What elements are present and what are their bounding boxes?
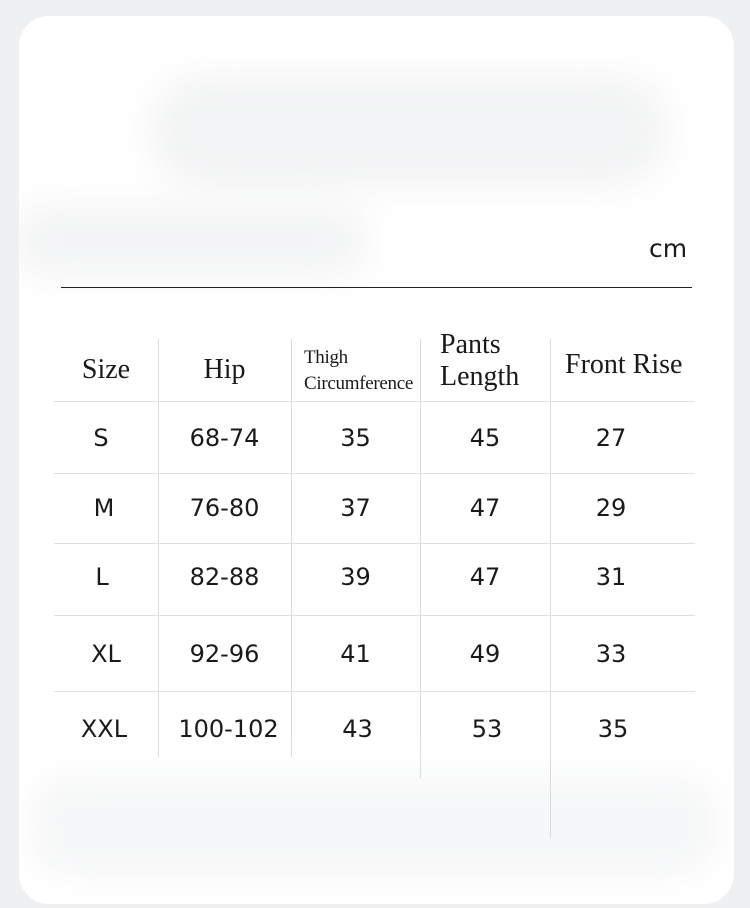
cell-length: 49 [469, 640, 501, 668]
cell-rise: 35 [597, 715, 629, 743]
blurred-background-shape [149, 76, 669, 186]
cell-rise: 29 [595, 494, 627, 522]
header-size: Size [81, 354, 131, 385]
cell-length: 45 [469, 424, 501, 452]
title-divider [61, 287, 692, 288]
row-divider [54, 473, 695, 474]
cell-thigh: 35 [340, 424, 371, 452]
cell-hip: 82-88 [189, 563, 260, 591]
column-divider [420, 339, 421, 779]
row-divider [54, 615, 695, 616]
cell-size: M [93, 494, 115, 522]
cell-thigh: 43 [342, 715, 373, 743]
unit-label: cm [649, 234, 688, 263]
cell-hip: 68-74 [189, 424, 260, 452]
header-front-rise: Front Rise [565, 349, 683, 380]
cell-size: S [93, 424, 109, 452]
cell-size: XXL [80, 715, 128, 743]
row-divider [54, 401, 695, 402]
cell-length: 47 [469, 494, 501, 522]
cell-length: 53 [471, 715, 503, 743]
header-hip: Hip [203, 354, 246, 385]
cell-rise: 27 [595, 424, 627, 452]
cell-length: 47 [469, 563, 501, 591]
blurred-background-shape [19, 206, 369, 276]
cell-rise: 33 [595, 640, 627, 668]
cell-hip: 92-96 [189, 640, 260, 668]
cell-thigh: 37 [340, 494, 371, 522]
blurred-background-shape [29, 776, 719, 876]
row-divider [54, 543, 695, 544]
row-divider [54, 691, 695, 692]
cell-size: XL [91, 640, 121, 668]
header-pants-length: Pants Length [440, 329, 520, 392]
cell-size: L [95, 563, 109, 591]
cell-thigh: 41 [340, 640, 371, 668]
cell-rise: 31 [595, 563, 627, 591]
cell-hip: 100-102 [178, 715, 279, 743]
cell-thigh: 39 [340, 563, 371, 591]
header-thigh-circumference: Thigh Circumference [304, 347, 413, 394]
size-chart-card [19, 16, 734, 904]
cell-hip: 76-80 [189, 494, 260, 522]
